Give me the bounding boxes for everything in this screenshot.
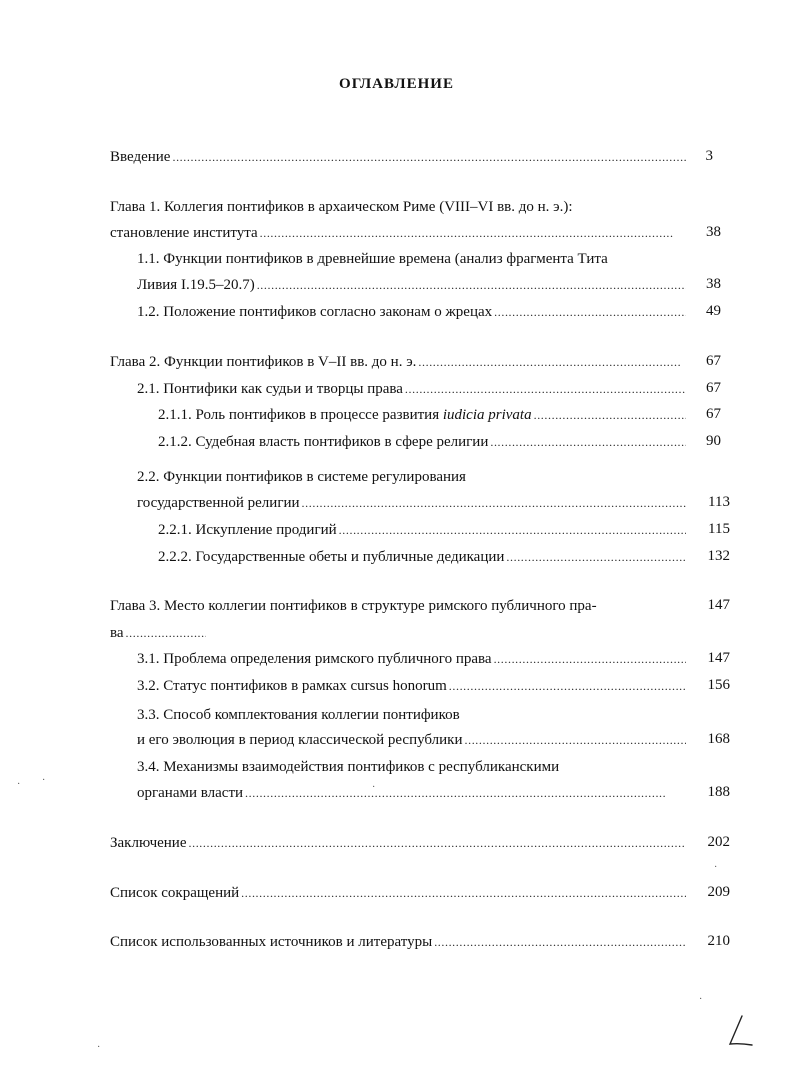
toc-entry: [110, 597, 690, 615]
toc-page-number: 156: [707, 677, 730, 693]
toc-page-number: 3: [705, 148, 713, 164]
toc-entry: [158, 406, 688, 424]
toc-entry-title: 3.3. Способ комплектования коллегии понтификов: [137, 707, 460, 723]
toc-entry-title: 3.2. Статус понтификов в рамках cursus honorum: [137, 678, 447, 694]
dot-leader: [260, 224, 674, 242]
toc-entry-title: государственной религии: [137, 495, 300, 511]
toc-entry: [110, 198, 710, 216]
scan-speck: ·: [699, 994, 703, 1005]
toc-entry: [137, 276, 688, 294]
toc-page-number: 147: [707, 650, 730, 666]
scan-speck: ·: [372, 782, 376, 793]
toc-entry: [137, 303, 688, 321]
toc-page-number: 67: [706, 406, 721, 422]
toc-entry: [110, 224, 676, 242]
dot-leader: [302, 494, 686, 512]
toc-entry: [158, 433, 688, 451]
toc-page-number: 49: [706, 303, 721, 319]
toc-entry-title: Глава 2. Функции понтификов в V–II вв. до н. э.: [110, 354, 417, 370]
toc-entry-title: Заключение: [110, 835, 187, 851]
toc-entry-title: 3.4. Механизмы взаимодействия понтификов с республиканскими: [137, 759, 560, 775]
toc-entry-title: 2.2.1. Искупление продигий: [158, 522, 337, 538]
toc-entry-italic-term: iudicia privata: [442, 407, 532, 423]
toc-page-number: 113: [708, 494, 730, 510]
toc-page-number: 209: [707, 884, 730, 900]
toc-entry: [110, 353, 684, 371]
toc-entry: [137, 784, 668, 802]
toc-page-number: 188: [707, 784, 730, 800]
toc-entry-title: 2.2. Функции понтификов в системе регулирования: [137, 469, 466, 485]
toc-entry: [137, 250, 717, 268]
dot-leader: [418, 353, 682, 371]
handwritten-mark: [720, 1010, 760, 1052]
dot-leader: [189, 834, 687, 852]
toc-entry: [137, 380, 688, 398]
toc-entry: [158, 548, 688, 566]
toc-entry-title: Введение: [110, 149, 171, 165]
toc-entry: [110, 834, 688, 852]
toc-entry-title: и его эволюция в период классической республики: [137, 732, 463, 748]
toc-page-number: 202: [707, 834, 730, 850]
toc-page-number: 67: [706, 353, 721, 369]
scan-speck: ·: [42, 775, 46, 786]
dot-leader: [245, 784, 666, 802]
dot-leader: [339, 521, 686, 539]
toc-entry: [110, 624, 208, 642]
page-title: ОГЛАВЛЕНИЕ: [339, 76, 454, 92]
toc-page-number: 115: [708, 521, 730, 537]
toc-entry: [110, 933, 688, 951]
toc-page-number: 38: [706, 224, 721, 240]
toc-page-number: 210: [707, 933, 730, 949]
dot-leader: [534, 406, 686, 424]
toc-entry: [137, 706, 697, 724]
toc-entry-title: Глава 1. Коллегия понтификов в архаическом Риме (VIII–VI вв. до н. э.):: [110, 199, 573, 215]
toc-page-number: 38: [706, 276, 721, 292]
toc-entry-title: 1.2. Положение понтификов согласно законам о жрецах: [137, 304, 493, 320]
toc-page-number: 67: [706, 380, 721, 396]
toc-entry: [137, 494, 688, 512]
toc-entry: [137, 677, 688, 695]
toc-entry-title: Ливия I.19.5–20.7): [137, 277, 255, 293]
toc-entry-title: Список сокращений: [110, 885, 240, 901]
scan-speck: ·: [17, 779, 21, 790]
toc-entry-title: Глава 3. Место коллегии понтификов в структуре римского публичного пра-: [110, 598, 597, 614]
toc-entry: [158, 521, 688, 539]
toc-page-number: 147: [707, 597, 730, 613]
dot-leader: [494, 650, 686, 668]
toc-entry-title: 2.1.2. Судебная власть понтификов в сфере религии: [158, 434, 489, 450]
dot-leader: [241, 884, 686, 902]
toc-entry: [137, 650, 688, 668]
toc-entry-title: 2.1. Понтифики как судьи и творцы права: [137, 381, 403, 397]
toc-entry: [110, 884, 688, 902]
toc-entry-title: Список использованных источников и литературы: [110, 934, 433, 950]
toc-entry-title: ва: [110, 625, 124, 641]
dot-leader: [449, 677, 686, 695]
toc-entry: [137, 468, 697, 486]
toc-entry-title: становление института: [110, 225, 258, 241]
dot-leader: [405, 380, 686, 398]
dot-leader: [490, 433, 686, 451]
toc-page-number: 90: [706, 433, 721, 449]
toc-entry: [137, 731, 688, 749]
toc-entry: [137, 758, 697, 776]
dot-leader: [257, 276, 686, 294]
toc-entry-title: 2.2.2. Государственные обеты и публичные дедикации: [158, 549, 505, 565]
toc-page-number: 168: [707, 731, 730, 747]
toc-entry-title: 3.1. Проблема определения римского публичного права: [137, 651, 492, 667]
dot-leader: [465, 731, 687, 749]
toc-page-number: 132: [707, 548, 730, 564]
toc-entry: [110, 148, 688, 166]
toc-entry-title: органами власти: [137, 785, 244, 801]
dot-leader: [172, 148, 686, 166]
toc-entry-title: 2.1.1. Роль понтификов в процессе развития: [158, 407, 440, 423]
toc-entry-title: 1.1. Функции понтификов в древнейшие времена (анализ фрагмента Тита: [137, 251, 608, 267]
scan-speck: ·: [97, 1042, 101, 1053]
dot-leader: [126, 624, 206, 642]
dot-leader: [494, 303, 686, 321]
dot-leader: [506, 548, 686, 566]
dot-leader: [434, 933, 686, 951]
scan-speck: ·: [714, 862, 718, 873]
